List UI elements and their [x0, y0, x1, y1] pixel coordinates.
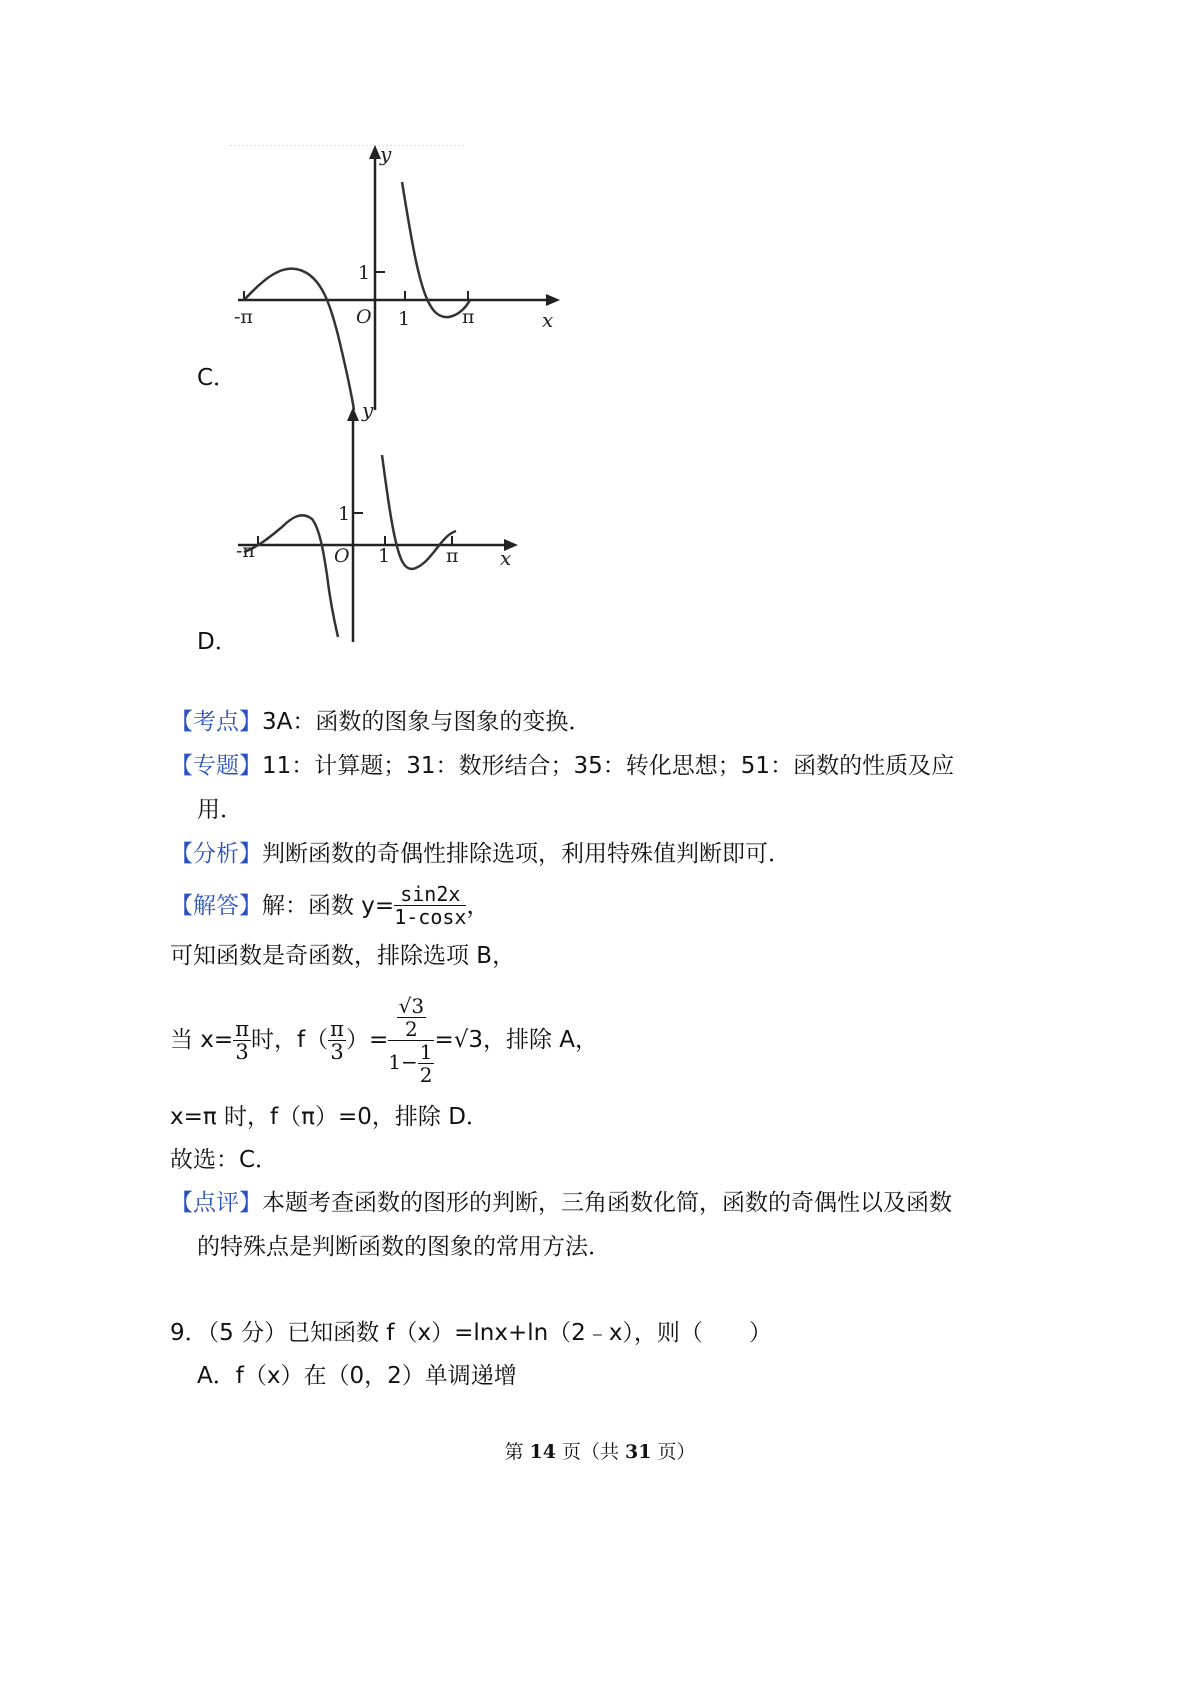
dianping-tag: 【点评】 [170, 1190, 262, 1216]
frac-num: √3 [398, 993, 425, 1018]
kaodian-tag: 【考点】 [170, 709, 262, 735]
footer-total-pages: 31 [625, 1441, 652, 1463]
dang-prefix: 当 x= [170, 1027, 234, 1053]
curve-left [244, 269, 354, 410]
big-fraction [388, 995, 434, 1086]
curve-right [402, 182, 470, 317]
label-one-x: 1 [378, 545, 391, 567]
frac-den: 3 [330, 1039, 344, 1064]
big-frac-den [388, 1041, 434, 1086]
dang-line [170, 985, 598, 1095]
jieda-prefix: 解：函数 y= [262, 892, 395, 919]
zhuanti-line-2: 用． [197, 797, 243, 823]
question-9-stem: 9．（5 分）已知函数 f（x）=lnx+ln（2﹣x），则（ ） [170, 1320, 772, 1346]
zhuanti-line-1 [170, 750, 954, 782]
zhuanti-text-1: 11：计算题；31：数形结合；35：转化思想；51：函数的性质及应 [262, 753, 955, 779]
fenxi-tag: 【分析】 [170, 841, 262, 867]
graph-c [230, 145, 560, 415]
x-axis-arrow [546, 294, 560, 306]
label-y: y [362, 405, 374, 422]
frac-den: 2 [419, 1062, 433, 1087]
frac-num: π [235, 1016, 250, 1041]
label-y: y [380, 145, 392, 166]
frac-num: 1 [419, 1039, 433, 1064]
jieda-tag: 【解答】 [170, 892, 262, 919]
choose-line: 故选：C． [170, 1147, 279, 1173]
dianping-line-1 [170, 1187, 952, 1219]
big-frac-num [388, 995, 434, 1041]
pi-over-3-a [233, 1018, 251, 1063]
dang-close: ）= [345, 1027, 389, 1053]
frac-den: 3 [235, 1039, 249, 1064]
option-d-label: D． [197, 629, 238, 655]
one-minus: 1− [388, 1049, 418, 1074]
page-footer [0, 1437, 1200, 1464]
y-axis-arrow [347, 407, 359, 421]
dianping-text-1: 本题考查函数的图形的判断，三角函数化简，函数的奇偶性以及函数 [262, 1190, 952, 1216]
one-over-2 [418, 1041, 435, 1086]
kaodian-line [170, 706, 591, 738]
fraction-denominator: 1-cosx [394, 905, 467, 929]
dianping-line-2: 的特殊点是判断函数的图象的常用方法． [197, 1234, 611, 1260]
zhuanti-tag: 【专题】 [170, 753, 262, 779]
question-9-option-a: A．f（x）在（0，2）单调递增 [197, 1363, 517, 1389]
footer-prefix: 第 [504, 1441, 530, 1463]
label-neg-pi: -π [234, 306, 253, 328]
label-one-x: 1 [398, 308, 411, 330]
fenxi-text: 判断函数的奇偶性排除选项，利用特殊值判断即可． [262, 841, 791, 867]
label-origin: O [356, 306, 372, 328]
footer-page-number: 14 [529, 1441, 556, 1463]
kaodian-text: 3A：函数的图象与图象的变换． [262, 709, 592, 735]
sqrt3-over-2 [397, 995, 426, 1040]
label-origin: O [334, 545, 350, 567]
label-pi: π [446, 545, 459, 567]
odd-function-line: 可知函数是奇函数，排除选项 B， [170, 943, 516, 969]
label-one-y: 1 [358, 262, 371, 284]
x-pi-line: x=π 时，f（π）=0，排除 D． [170, 1104, 489, 1130]
footer-suffix: 页） [651, 1441, 696, 1463]
graph-d [230, 405, 520, 645]
label-one-y: 1 [338, 503, 351, 525]
jieda-suffix: ， [466, 892, 490, 919]
label-pi: π [462, 306, 475, 328]
jieda-line [170, 883, 489, 928]
dang-eq: =√3，排除 A， [434, 1027, 599, 1053]
option-c-label: C． [197, 365, 237, 391]
pi-over-3-b [328, 1018, 346, 1063]
footer-mid: 页（共 [555, 1441, 626, 1463]
frac-den: 2 [404, 1016, 418, 1041]
fenxi-line [170, 838, 791, 870]
fraction-numerator: sin2x [394, 883, 466, 906]
dang-mid: 时，f（ [251, 1027, 329, 1053]
label-neg-pi: -π [236, 540, 255, 562]
label-x: x [542, 308, 554, 332]
frac-num: π [330, 1016, 344, 1041]
label-x: x [500, 546, 512, 570]
jieda-fraction [394, 883, 466, 928]
curve-right [382, 455, 456, 569]
curve-left [244, 515, 338, 637]
